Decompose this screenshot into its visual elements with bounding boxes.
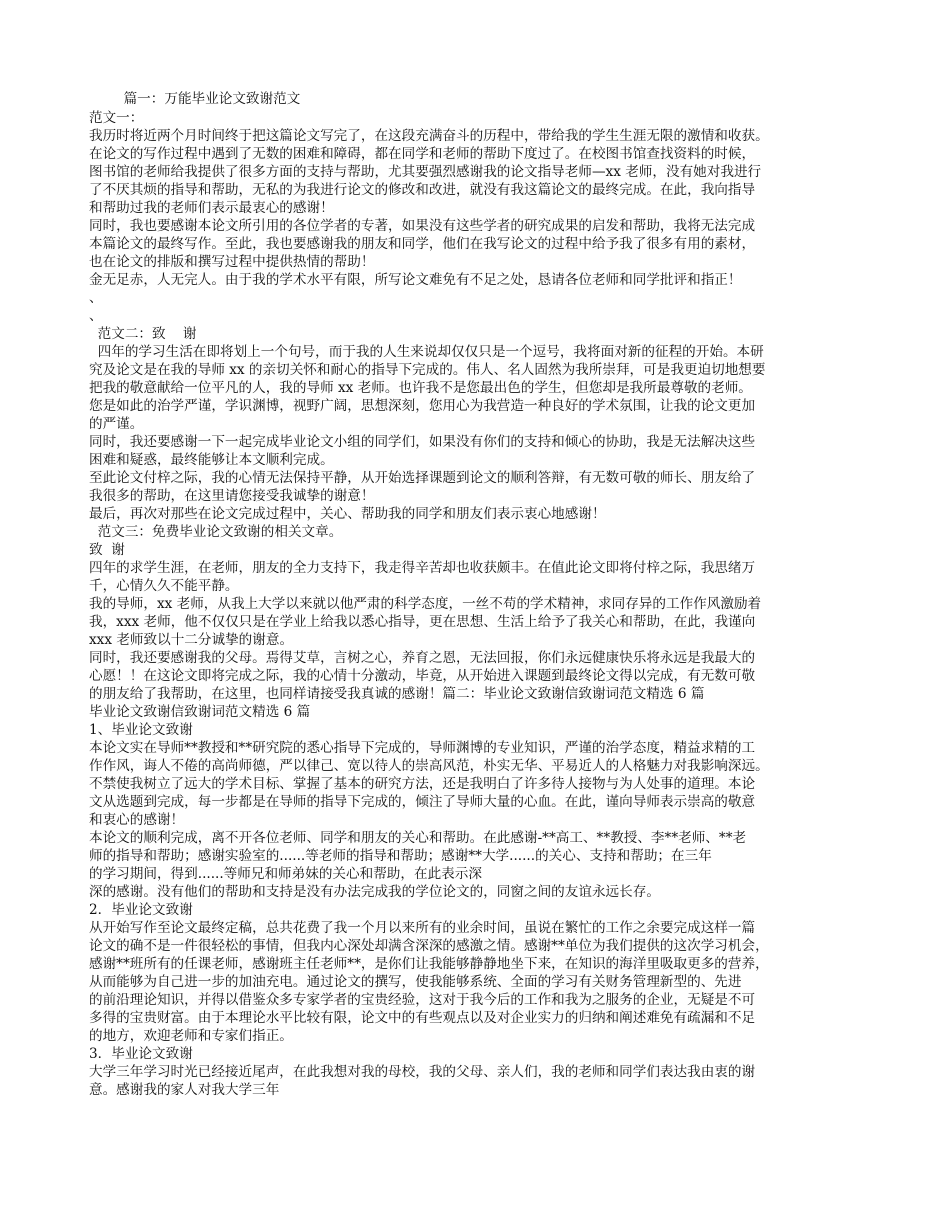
text-line: 至此论文付梓之际，我的心情无法保持平静，从开始选择课题到论文的顺利答辩，有无数可敬的师长、朋友给了 [89,470,756,486]
text-line: 我的导师，xx 老师，从我上大学以来就以他严肃的科学态度，一丝不苟的学术精神，求同存异的工作作风激励着 [89,596,762,612]
sample-heading: 范文一： [89,110,144,126]
text-line: 我历时将近两个月时间终于把这篇论文写完了，在这段充满奋斗的历程中，带给我的学生生涯无限的激情和收获。 [89,128,769,144]
text-line: 感谢**班所有的任课老师，感谢班主任老师**，是你们让我能够静静地坐下来，在知识的海洋里吸取更多的营养， [89,956,769,972]
text-line: 了不厌其烦的指导和帮助，无私的为我进行论文的修改和改进，就没有我这篇论文的最终完成。在此，我向指导 [89,182,756,198]
text-line: 的学习期间，得到......等师兄和师弟妹的关心和帮助，在此表示深 [89,866,482,882]
text-line: 千，心情久久不能平静。 [89,578,239,594]
text-line: 也在论文的排版和撰写过程中提供热情的帮助！ [89,254,375,270]
subheading: 致 谢 [89,542,125,558]
text-line: 我，xxx 老师，他不仅仅只是在学业上给我以悉心指导，更在思想、生活上给予了我关心和帮助，在此，我谨向 [89,614,756,630]
text-line: 我很多的帮助，在这里请您接受我诚挚的谢意！ [89,488,375,504]
text-line: 四年的求学生涯，在老师，朋友的全力支持下，我走得辛苦却也收获颇丰。在值此论文即将付梓之际，我思绪万 [89,560,756,576]
section-heading: 毕业论文致谢信致谢词范文精选 6 篇 [89,704,311,720]
text-line: xxx 老师致以十二分诚挚的谢意。 [89,632,294,648]
text-line: 本论文的顺利完成，离不开各位老师、同学和朋友的关心和帮助。在此感谢-**高工、**教授、李**老师、**老 [89,830,747,846]
text-line: 金无足赤，人无完人。由于我的学术水平有限，所写论文难免有不足之处，恳请各位老师和同学批评和指正！ [89,272,742,288]
text-line: 的严谨。 [89,416,144,432]
text-line: 同时，我还要感谢我的父母。焉得艾草，言树之心，养育之恩，无法回报，你们永远健康快乐将永远是我最大的 [89,650,756,666]
text-line: 不禁使我树立了远大的学术目标、掌握了基本的研究方法，还是我明白了许多待人接物与为人处事的道理。本论 [89,776,756,792]
text-line: 和衷心的感谢！ [89,812,185,828]
text-line: 您是如此的治学严谨，学识渊博，视野广阔，思想深刻，您用心为我营造一种良好的学术氛围，让我的论文更加 [89,398,756,414]
text-line: 深的感谢。没有他们的帮助和支持是没有办法完成我的学位论文的，同窗之间的友谊永远长存。 [89,884,660,900]
numbered-heading: 1、毕业论文致谢 [89,722,193,738]
text-line: 本论文实在导师**教授和**研究院的悉心指导下完成的，导师渊博的专业知识，严谨的治学态度，精益求精的工 [89,740,756,756]
text-line: 心愿！！在这论文即将完成之际，我的心情十分激动，毕竟，从开始进入课题到最终论文得以完成，有无数可敬 [89,668,756,684]
sample-heading: 范文二：致 谢 [89,326,197,342]
text-line: 最后，再次对那些在论文完成过程中，关心、帮助我的同学和朋友们表示衷心地感谢！ [89,506,606,522]
document-body [89,90,869,1099]
text-line: 论文的确不是一件很轻松的事情，但我内心深处却满含深深的感激之情。感谢**单位为我们提供的这次学习机会， [89,938,769,954]
section-heading: 篇一：万能毕业论文致谢范文 [89,91,301,107]
text-line: 大学三年学习时光已经接近尾声，在此我想对我的母校，我的父母、亲人们，我的老师和同学们表达我由衷的谢 [89,1064,756,1080]
text-line: 把我的敬意献给一位平凡的人，我的导师 xx 老师。也许我不是您最出色的学生，但您却是我所最尊敬的老师。 [89,380,752,396]
text-line: 本篇论文的最终写作。至此，我也要感谢我的朋友和同学，他们在我写论文的过程中给予我了很多有用的素材， [89,236,756,252]
text-line: 文从选题到完成，每一步都是在导师的指导下完成的，倾注了导师大量的心血。在此，谨向导师表示崇高的敬意 [89,794,756,810]
text-line: 和帮助过我的老师们表示最衷心的感谢！ [89,200,334,216]
separator-mark: 、 [89,290,103,306]
text-line: 从开始写作至论文最终定稿，总共花费了我一个月以来所有的业余时间，虽说在繁忙的工作之余要完成这样一篇 [89,920,756,936]
text-line: 同时，我也要感谢本论文所引用的各位学者的专著，如果没有这些学者的研究成果的启发和帮助，我将无法完成 [89,218,756,234]
numbered-heading: 3．毕业论文致谢 [89,1046,193,1062]
separator-mark: 、 [89,308,103,324]
text-line: 同时，我还要感谢一下一起完成毕业论文小组的同学们，如果没有你们的支持和倾心的协助，我是无法解决这些 [89,434,756,450]
text-line: 多得的宝贵财富。由于本理论水平比较有限，论文中的有些观点以及对企业实力的归纳和阐述难免有疏漏和不足 [89,1010,756,1026]
text-line: 从而能够为自己进一步的加油充电。通过论文的撰写，使我能够系统、全面的学习有关财务管理新型的、先进 [89,974,742,990]
text-line: 的朋友给了我帮助，在这里，也同样请接受我真诚的感谢！篇二：毕业论文致谢信致谢词范文精选 6 篇 [89,686,705,702]
sample-heading: 范文三：免费毕业论文致谢的相关文章。 [89,524,343,540]
text-line: 师的指导和帮助；感谢实验室的......等老师的指导和帮助；感谢**大学......的关心、支持和帮助；在三年 [89,848,712,864]
text-line: 究及论文是在我的导师 xx 的亲切关怀和耐心的指导下完成的。伟人、名人固然为我所崇拜，可是我更迫切地想要 [89,362,766,378]
text-line: 四年的学习生活在即将划上一个句号，而于我的人生来说却仅仅只是一个逗号，我将面对新的征程的开始。本研 [89,344,764,360]
text-line: 在论文的写作过程中遇到了无数的困难和障碍，都在同学和老师的帮助下度过了。在校图书馆查找资料的时候， [89,146,756,162]
text-line: 作作风，诲人不倦的高尚师德，严以律己、宽以待人的崇高风范，朴实无华、平易近人的人格魅力对我影响深远。 [89,758,769,774]
text-line: 的地方，欢迎老师和专家们指正。 [89,1028,293,1044]
text-line: 困难和疑惑，最终能够让本文顺利完成。 [89,452,334,468]
text-line: 的前沿理论知识，并得以借鉴众多专家学者的宝贵经验，这对于我今后的工作和我为之服务的企业，无疑是不可 [89,992,756,1008]
text-line: 图书馆的老师给我提供了很多方面的支持与帮助，尤其要强烈感谢我的论文指导老师—xx 老师，没有她对我进行 [89,164,762,180]
numbered-heading: 2．毕业论文致谢 [89,902,193,918]
text-line: 意。感谢我的家人对我大学三年 [89,1082,280,1098]
